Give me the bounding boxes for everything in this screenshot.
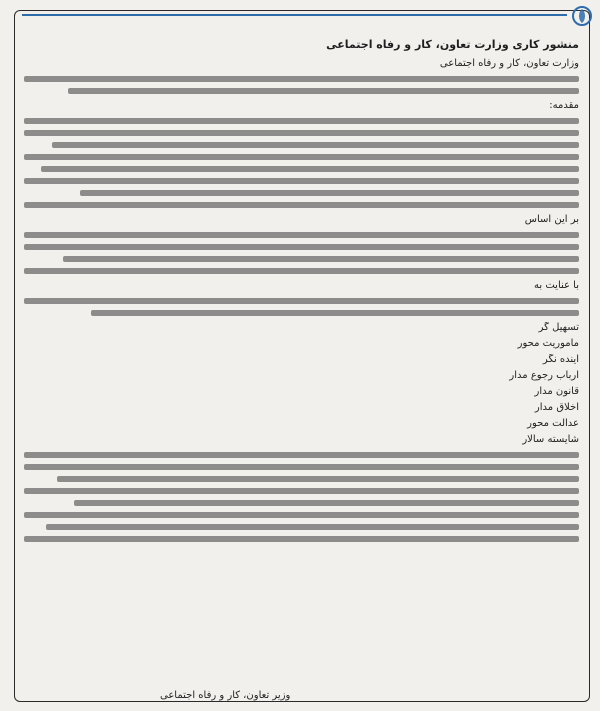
text-placeholder: [68, 88, 579, 94]
doc-line: عدالت محور: [527, 418, 579, 429]
text-placeholder: [24, 536, 579, 542]
text-placeholder: [24, 130, 579, 136]
text-placeholder: [41, 166, 579, 172]
text-placeholder: [91, 310, 579, 316]
doc-line: ارباب رجوع مدار: [509, 370, 579, 381]
text-placeholder: [24, 154, 579, 160]
text-placeholder: [24, 298, 579, 304]
document-title: منشور کاری وزارت تعاون، کار و رفاه اجتماعی: [326, 38, 579, 51]
doc-line: مقدمه:: [549, 100, 579, 111]
text-placeholder: [46, 524, 579, 530]
signature-line: وزیر تعاون، کار و رفاه اجتماعی: [160, 690, 291, 701]
text-placeholder: [24, 512, 579, 518]
text-placeholder: [24, 232, 579, 238]
text-placeholder: [24, 202, 579, 208]
text-placeholder: [24, 244, 579, 250]
document-body: [24, 38, 579, 548]
text-placeholder: [24, 76, 579, 82]
doc-line: مأموریت محور: [517, 338, 579, 349]
doc-line: شایسته سالار: [522, 434, 579, 445]
doc-line: قانون مدار: [534, 386, 579, 397]
text-placeholder: [24, 178, 579, 184]
text-placeholder: [24, 464, 579, 470]
doc-line: اخلاق مدار: [534, 402, 579, 413]
doc-line: با عنایت به: [534, 280, 579, 291]
text-placeholder: [52, 142, 579, 148]
doc-line: وزارت تعاون، کار و رفاه اجتماعی: [439, 58, 579, 69]
text-placeholder: [24, 118, 579, 124]
doc-line: بر این اساس: [524, 214, 579, 225]
header-rule: [22, 14, 567, 16]
doc-line: آینده نگر: [542, 354, 579, 365]
text-placeholder: [24, 488, 579, 494]
doc-line: تسهیل گر: [538, 322, 579, 333]
text-placeholder: [24, 268, 579, 274]
ministry-logo-icon: [570, 4, 594, 28]
text-placeholder: [57, 476, 579, 482]
text-placeholder: [24, 452, 579, 458]
text-placeholder: [80, 190, 580, 196]
text-placeholder: [63, 256, 579, 262]
text-placeholder: [74, 500, 579, 506]
